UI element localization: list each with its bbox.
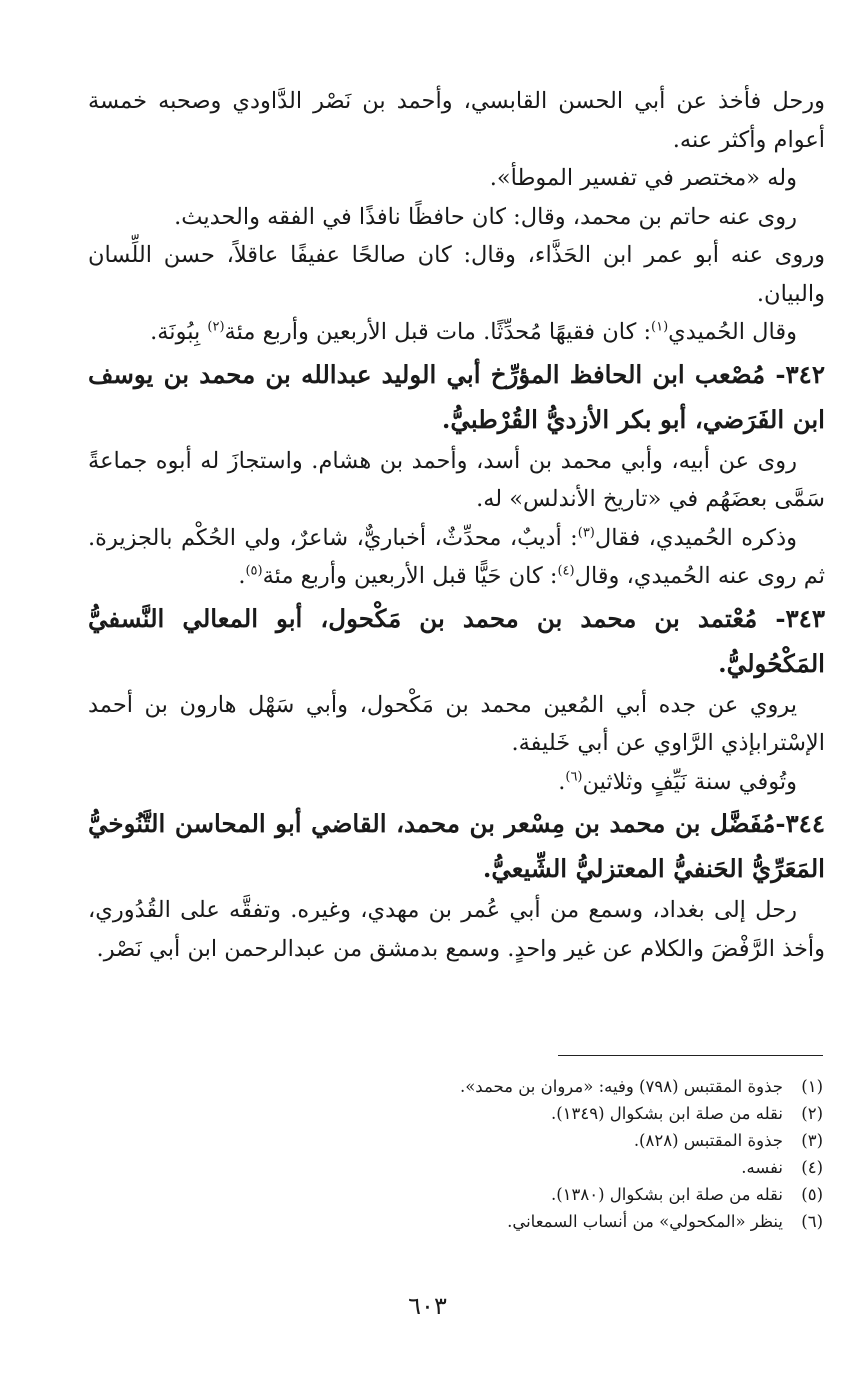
footnote-divider (558, 1055, 823, 1056)
paragraph: وذكره الحُميدي، فقال$^{(٣)}$: أديبٌ، محدِّثٌ، أخباريٌّ، شاعرٌ، ولي الحُكْم بالجزيرة. ثم روى عنه الحُميدي، وقال$^{(٤)}$: كان حَيًّا قبل الأربعين وأربع مئة$^{(٥)}$. (88, 524, 825, 589)
footnote (88, 1181, 823, 1208)
paragraph: ورحل فأخذ عن أبي الحسن القابسي، وأحمد بن نَصْر الدَّاودي وصحبه خمسة أعوام وأكثر عنه. (88, 88, 825, 153)
footnote-text: نفسه. (741, 1158, 783, 1177)
footnote (88, 1073, 823, 1100)
footnote-text: نقله من صلة ابن بشكوال (١٣٨٠). (550, 1185, 783, 1204)
footnote-text: نقله من صلة ابن بشكوال (١٣٤٩). (550, 1104, 783, 1123)
biography-entry-heading: ٣٤٤-مُفَضَّل بن محمد بن مِسْعر بن محمد، القاضي أبو المحاسن التَّنُوخيُّ المَعَرِّيُّ الحَنفيُّ المعتزليُّ الشِّيعيُّ. (88, 809, 825, 883)
footnote-number: (٤) (801, 1158, 823, 1177)
footnote-text: جذوة المقتبس (٧٩٨) وفيه: «مروان بن محمد». (459, 1077, 783, 1096)
footnote (88, 1127, 823, 1154)
footnote-ref[interactable]: (٦) (565, 769, 583, 784)
paragraph: روى عنه حاتم بن محمد، وقال: كان حافظًا نافذًا في الفقه والحديث. (174, 203, 797, 230)
footnote-number: (٥) (801, 1185, 823, 1204)
footnote-ref[interactable]: (١) (651, 319, 669, 335)
paragraph: وتُوفي سنة نَيِّفٍ وثلاثين$^{(٦)}$. (558, 768, 797, 795)
footnote-number: (١) (801, 1077, 823, 1096)
paragraph: وروى عنه أبو عمر ابن الحَذَّاء، وقال: كان صالحًا عفيفًا عاقلاً، حسن اللِّسان والبيان. (88, 242, 825, 307)
main-text (88, 82, 825, 968)
footnote-number: (٦) (801, 1212, 823, 1231)
footnote-text: جذوة المقتبس (٨٢٨). (633, 1131, 783, 1150)
footnote-ref[interactable]: (٥) (245, 563, 263, 579)
biography-entry-heading: ٣٤٢- مُصْعب ابن الحافظ المؤرِّخ أبي الوليد عبدالله بن محمد بن يوسف ابن الفَرَضي، أبو بكر الأزديُّ القُرْطبيُّ. (88, 359, 825, 434)
footnote-text: ينظر «المكحولي» من أنساب السمعاني. (507, 1212, 783, 1231)
footnote-ref[interactable]: (٢) (207, 319, 225, 335)
paragraph: يروي عن جده أبي المُعين محمد بن مَكْحول، وأبي سَهْل هارون بن أحمد الإسْترابإذي الرَّاوي عن أبي خَليفة. (88, 691, 825, 756)
paragraph: روى عن أبيه، وأبي محمد بن أسد، وأحمد بن هشام. واستجازَ له أبوه جماعةً سَمَّى بعضَهُم في «تاريخ الأندلس» له. (88, 447, 825, 512)
footnote (88, 1154, 823, 1181)
page-number: ٦٠٣ (408, 1292, 447, 1320)
footnote-ref[interactable]: (٣) (577, 525, 595, 540)
footnotes (88, 1073, 823, 1235)
footnote (88, 1208, 823, 1235)
paragraph: وقال الحُميدي$^{(١)}$: كان فقيهًا مُحدِّثًا. مات قبل الأربعين وأربع مئة$^{(٢)}$ بِبُونَة. (150, 319, 797, 345)
footnote-ref[interactable]: (٤) (557, 563, 575, 579)
footnote-number: (٣) (801, 1131, 823, 1150)
footnote (88, 1100, 823, 1127)
paragraph: وله «مختصر في تفسير الموطأ». (489, 165, 797, 191)
paragraph: رحل إلى بغداد، وسمع من أبي عُمر بن مهدي، وغيره. وتفقَّه على القُدُوري، وأخذ الرَّفْضَ والكلام عن غير واحدٍ. وسمع بدمشق من عبدالرحمن ابن أبي نَصْر. (88, 897, 825, 962)
biography-entry-heading: ٣٤٣- مُعْتمد بن محمد بن محمد بن مَكْحول، أبو المعالي النَّسفيُّ المَكْحُوليُّ. (88, 603, 825, 678)
footnote-number: (٢) (801, 1104, 823, 1123)
